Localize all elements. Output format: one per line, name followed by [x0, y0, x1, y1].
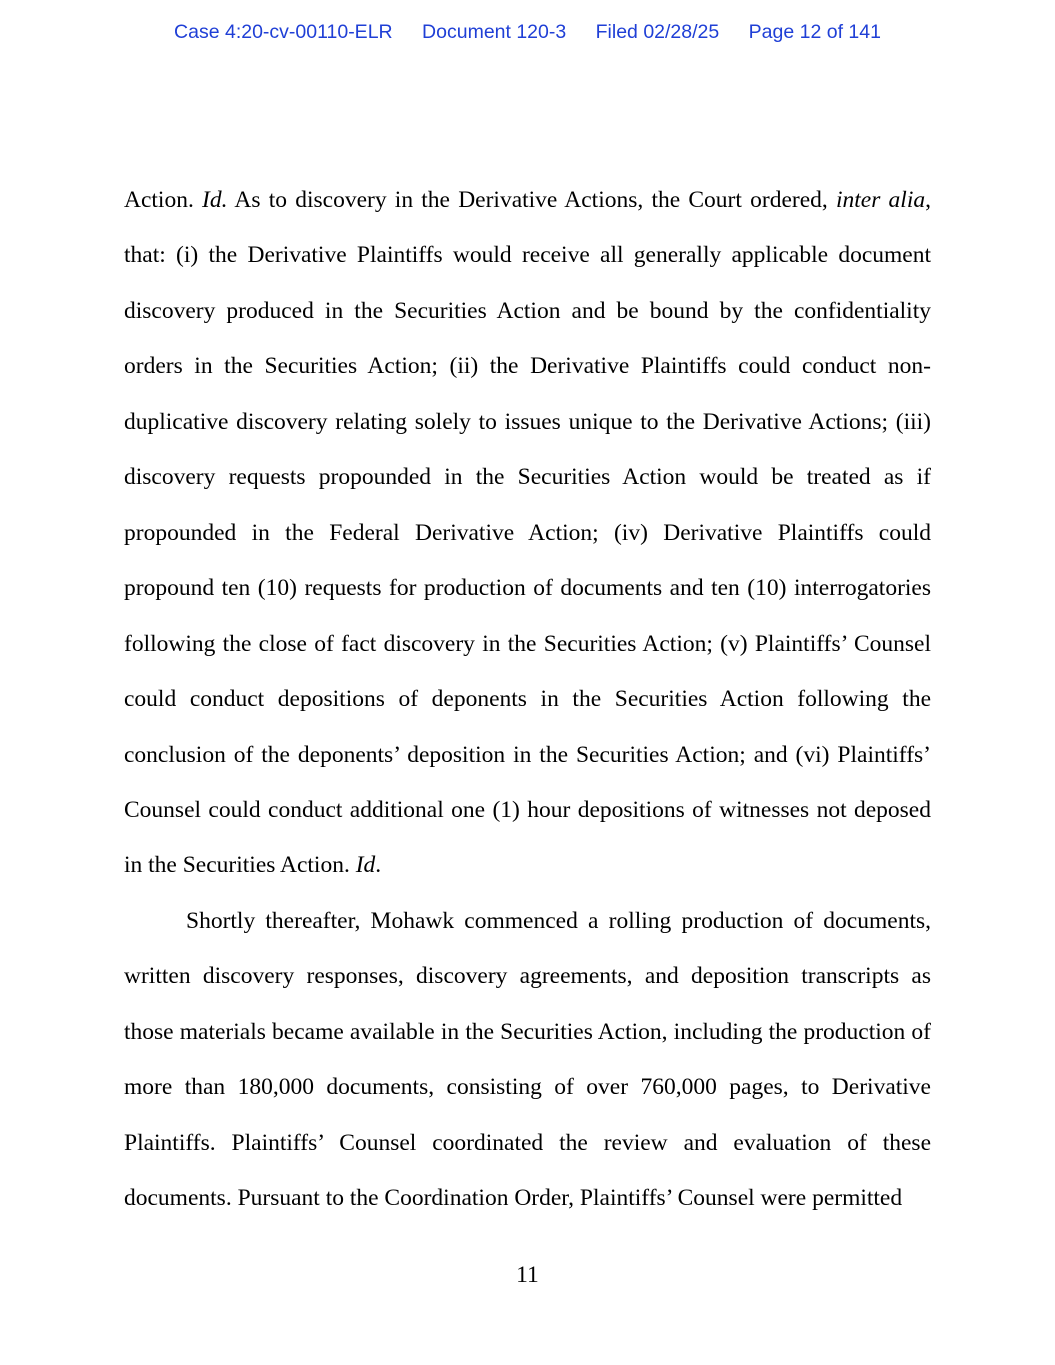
page-number: 11 [516, 1262, 539, 1288]
case-header [0, 19, 1055, 45]
filed-date: Filed 02/28/25 [595, 21, 720, 43]
paragraph-1-text: . [375, 852, 382, 879]
paragraph-2: Shortly thereafter, Mohawk commenced a rolling production of documents, written discovery responses, discovery agreements, and deposition transcripts as those materials became available in the Securities Action, including the production of more than 180,000 documents, consisting of over 760,000 pages, to Derivative Plaintiffs. Plaintiffs’ Counsel coordinated the review and evaluation of these documents. Pursuant to the Coordination Order, Plaintiffs’ Counsel were permitted [124, 907, 931, 1212]
paragraph-1-text: Action. [124, 187, 203, 213]
paragraph-1-text: , that: (i) the Derivative Plaintiffs would receive all generally applicable document discovery produced in the Securities Action and be bound by the confidentiality orders in the Securities Action; (ii) the Derivative Plaintiffs could conduct non-duplicative discovery relating solely to issues unique to the Derivative Actions; (iii) discovery requests propounded in the Securities Action would be treated as if propounded in the Federal Derivative Action; (iv) Derivative Plaintiffs could propound ten (10) requests for production of documents and ten (10) interrogatories following the close of fact discovery in the Securities Action; (v) Plaintiffs’ Counsel could conduct depositions of deponents in the Securities Action following the conclusion of the deponents’ deposition in the Securities Action; and (vi) Plaintiffs’ Counsel could conduct additional one (1) hour depositions of witnesses not deposed in the Securities Action. [124, 187, 931, 879]
citation-id: Id. [202, 187, 228, 213]
document-body [124, 173, 931, 1227]
paragraph-1 [124, 173, 931, 894]
citation-id: Id [355, 852, 376, 879]
inter-alia: inter alia [835, 187, 926, 213]
document-number: Document 120-3 [422, 21, 567, 43]
case-number: Case 4:20-cv-00110-ELR [174, 21, 393, 43]
page-of-total: Page 12 of 141 [748, 21, 881, 43]
paragraph-1-text: As to discovery in the Derivative Actions, the Court ordered, [227, 187, 836, 213]
